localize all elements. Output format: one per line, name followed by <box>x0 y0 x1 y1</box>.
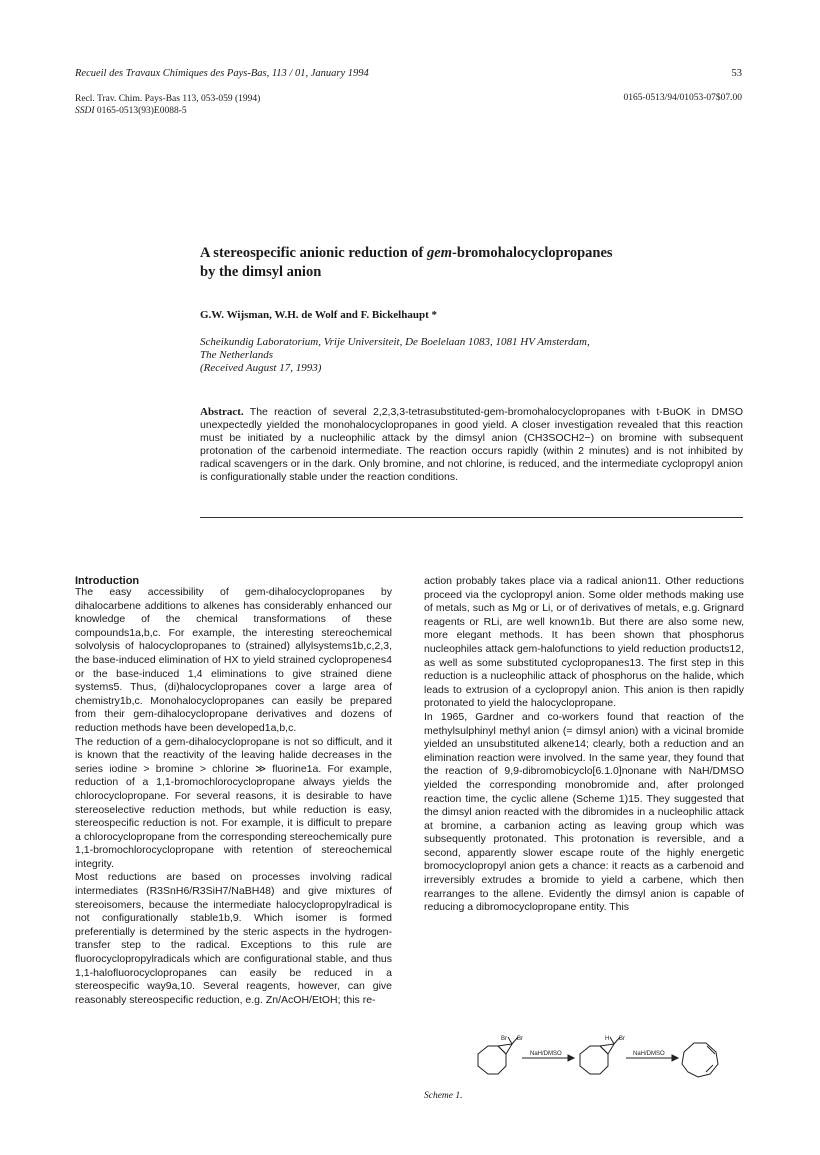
paragraph: action probably takes place via a radical anion11. Other reductions proceed via the cyclopropyl anion. Some older methods making use of metals, such as Mg or Li, or of derivatives of metals, e.g. Grignard reagents or RLi, are well known1b. But there are also some new, more elegant methods. It has been shown that phosphorus nucleophiles attack gem-halofunctions to yield reduction products12, as well as some substituted cyclopropanes13. The first step in this reduction is a nucleophilic attack of phosphorus on the halide, which leads to extrusion of a cyclopropyl anion. This anion is then rapidly protonated to yield the halocyclopropane. <box>424 575 744 710</box>
authors: G.W. Wijsman, W.H. de Wolf and F. Bickelhaupt * <box>200 309 437 321</box>
paragraph: Most reductions are based on processes involving radical intermediates (R3SnH6/R3SiH7/NaBH48) and give mixtures of stereoisomers, because the intermediate halocyclopropylradical is not configurationally stable1b,9. Which isomer is formed preferentially is determined by the steric aspects in the hydrogen-transfer step to the radical. Exceptions to this rule are fluorocyclopropylradicals which are configurational stable, and thus 1,1-halofluorocyclopropanes can easily be reduced in a stereospecific way9a,10. Several reagents, however, can give reasonably stereospecific reduction, e.g. Zn/AcOH/EtOH; this re- <box>75 871 392 1006</box>
page-number: 53 <box>731 68 742 79</box>
affiliation <box>200 336 745 375</box>
abstract-text: The reaction of several 2,2,3,3-tetrasubstituted-gem-bromohalocyclopropanes with t-BuOK in DMSO unexpectedly yielded the monohalocyclopropanes in good yield. A closer investigation revealed that this reaction must be initiated by a nucleophilic attack by the dimsyl anion (CH3SOCH2−) on bromine with subsequent protonation of the carbenoid intermediate. The reaction occurs rapidly (within 2 minutes) and is not inhibited by radical scavengers or in the dark. Only bromine, and not chlorine, is reduced, and the intermediate cyclopropyl anion is configurationally stable under the reaction conditions. <box>200 406 743 484</box>
reagent-label: NaH/DMSO <box>633 1051 665 1057</box>
abstract <box>200 406 743 485</box>
affiliation-line-2: The Netherlands <box>200 349 274 361</box>
journal-header: Recueil des Travaux Chimiques des Pays-Bas, 113 / 01, January 1994 <box>75 68 369 79</box>
ssdi-label: SSDI <box>75 106 95 116</box>
substituent-label: H <box>605 1036 610 1042</box>
section-heading-introduction: Introduction <box>75 575 140 587</box>
title-line-2: by the dimsyl anion <box>200 264 322 280</box>
article-title <box>200 244 740 282</box>
left-column <box>75 586 392 1007</box>
paragraph: The easy accessibility of gem-dihalocyclopropanes by dihalocarbene additions to alkenes has considerably enhanced our knowledge of the chemical transformations of these compounds1a,b,c. For example, the interesting stereochemical solvolysis of halocyclopropanes to (strained) allylsystems1b,c,2,3, the base-induced elimination of HX to yield strained cyclopropenes4 or the base-induced 1,4 eliminations to give strained diene systems5. Thus, (di)halocyclopropanes cover a large area of chemistry1b,c. Monohalocyclopropanes can easily be prepared from their gem-dihalocyclopropane derivatives and dozens of reduction methods have been developed1a,b,c. <box>75 586 392 734</box>
substituent-label: Br <box>501 1036 507 1042</box>
scheme-caption: Scheme 1. <box>424 1091 463 1101</box>
ssdi-code: 0165-0513(93)E0088-5 <box>96 106 187 116</box>
cyclononadiene-ring <box>682 1043 718 1077</box>
ssdi-line <box>75 105 260 117</box>
received-date: (Received August 17, 1993) <box>200 362 322 374</box>
reagent-label: NaH/DMSO <box>530 1051 562 1057</box>
citation-line: Recl. Trav. Chim. Pays-Bas 113, 053-059 (1994) <box>75 94 261 104</box>
affiliation-line-1: Scheikundig Laboratorium, Vrije Universiteit, De Boelelaan 1083, 1081 HV Amsterdam, <box>200 336 590 348</box>
substituent-label: Br <box>517 1036 523 1042</box>
cyclopropane-ring <box>600 1044 614 1054</box>
article-code: 0165-0513/94/01053-07$07.00 <box>623 93 742 103</box>
title-part-1: A stereospecific anionic reduction of <box>200 245 428 261</box>
cyclopropane-ring <box>498 1044 512 1054</box>
title-part-2: -bromohalocyclopropanes <box>451 245 613 261</box>
title-gem: gem <box>427 245 452 261</box>
paragraph: The reduction of a gem-dihalocyclopropane is not so difficult, and it is known that the reactivity of the leaving halide decreases in the series iodine > bromine > chlorine ≫ fluorine1a. For example, reduction of a 1,1-bromochlorocyclopropane always yields the chlorocyclopropane. For several reasons, it is desirable to have stereoselective reduction methods, but while reduction is easy, stereospecific reduction is not. For example, it is difficult to prepare a chlorocyclopropane from the corresponding stereochemically pure 1,1-bromochlorocyclopropane with retention of stereochemical integrity. <box>75 735 392 870</box>
citation-block <box>75 93 260 117</box>
paragraph: In 1965, Gardner and co-workers found that reaction of the methylsulphinyl methyl anion (= dimsyl anion) with a vicinal bromide yielded an unsubstituted alkene14; clearly, both a reduction and an elimination reaction were involved. In the same year, they found that the reaction of 9,9-dibromobicyclo[6.1.0]nonane with NaH/DMSO yielded the corresponding monobromide and, after prolonged reaction time, the cyclic allene (Scheme 1)15. They suggested that the dimsyl anion reacted with the dibromides in a nucleophilic attack at bromine, a carbanion acting as leaving group which was subsequently protonated. This protonation is reversible, and a second, apparently slower escape route of the highly energetic bromocyclopropyl anion gets a chance: it reacts as a carbenoid and irreversibly extrudes a bromide to yield a carbene, which then rearranges to the allene. Evidently the dimsyl anion is capable of reducing a dibromocyclopropane entity. This <box>424 710 744 914</box>
abstract-label: Abstract. <box>200 406 244 418</box>
substituent-label: Br <box>619 1036 625 1042</box>
right-column <box>424 575 744 915</box>
scheme-1-diagram <box>468 1034 728 1084</box>
abstract-divider <box>200 517 743 518</box>
